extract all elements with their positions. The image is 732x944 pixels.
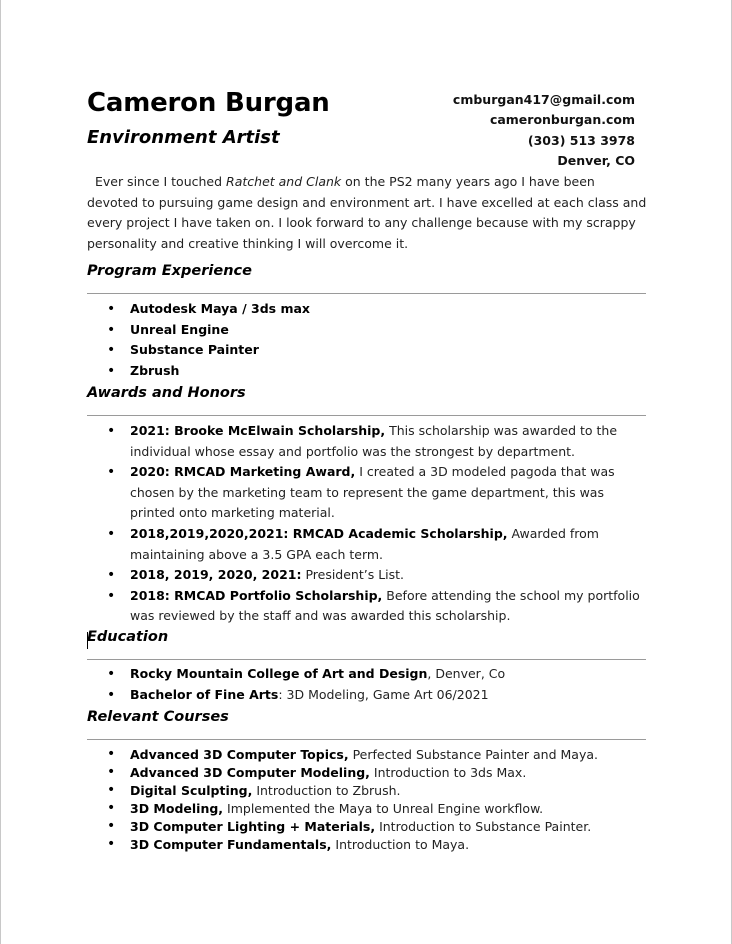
summary-game-title: Ratchet and Clank bbox=[226, 174, 342, 189]
phone: (303) 513 3978 bbox=[527, 132, 635, 148]
section-heading-courses: Relevant Courses bbox=[87, 709, 229, 725]
section-heading-awards: Awards and Honors bbox=[87, 385, 246, 401]
list-item: • 2020: RMCAD Marketing Award, I created a 3D modeled pagoda that was chosen by the marketing team to represent the game department, this was printed onto marketing material. bbox=[87, 462, 650, 524]
section-heading-education: Education bbox=[87, 629, 169, 645]
candidate-name: Cameron Burgan bbox=[87, 88, 330, 118]
list-item: • 2018, 2019, 2020, 2021: President’s List. bbox=[87, 565, 650, 586]
list-item: • 3D Computer Lighting + Materials, Introduction to Substance Painter. bbox=[87, 818, 650, 836]
courses-list bbox=[87, 746, 650, 853]
list-item: • Substance Painter bbox=[87, 340, 650, 361]
job-title: Environment Artist bbox=[87, 127, 280, 148]
summary-paragraph bbox=[87, 172, 647, 254]
list-item: • Autodesk Maya / 3ds max bbox=[87, 299, 650, 320]
list-item: • 3D Modeling, Implemented the Maya to Unreal Engine workflow. bbox=[87, 800, 650, 818]
list-item: • 2021: Brooke McElwain Scholarship, This scholarship was awarded to the individual whose essay and portfolio was the strongest by department. bbox=[87, 421, 650, 462]
section-divider bbox=[87, 739, 646, 740]
list-item: • 3D Computer Fundamentals, Introduction to Maya. bbox=[87, 836, 650, 854]
section-divider bbox=[87, 415, 646, 416]
list-item: • Advanced 3D Computer Topics, Perfected Substance Painter and Maya. bbox=[87, 746, 650, 764]
list-item: • 2018: RMCAD Portfolio Scholarship, Before attending the school my portfolio was reviewed by the staff and was awarded this scholarship. bbox=[87, 586, 650, 627]
program-experience-list bbox=[87, 299, 650, 381]
list-item: • Digital Sculpting, Introduction to Zbrush. bbox=[87, 782, 650, 800]
list-item: • Rocky Mountain College of Art and Design, Denver, Co bbox=[87, 664, 650, 685]
contact-block bbox=[453, 90, 635, 171]
section-divider bbox=[87, 293, 646, 294]
email: cmburgan417@gmail.com bbox=[452, 92, 635, 107]
summary-text-start: Ever since I touched bbox=[94, 174, 227, 189]
summary-text-end: on the PS2 many years ago I have been devoted to pursuing game design and environment art. I have excelled at each class and every project I have taken on. I look forward to any challenge because with my scrappy personality and creative thinking I will overcome it. bbox=[87, 174, 647, 251]
section-divider bbox=[87, 659, 646, 660]
awards-list bbox=[87, 421, 650, 627]
section-heading-program-experience: Program Experience bbox=[87, 263, 252, 279]
list-item: • Advanced 3D Computer Modeling, Introduction to 3ds Max. bbox=[87, 764, 650, 782]
list-item: • 2018,2019,2020,2021: RMCAD Academic Scholarship, Awarded from maintaining above a 3.5 GPA each term. bbox=[87, 524, 650, 565]
list-item: • Zbrush bbox=[87, 361, 650, 382]
list-item: • Bachelor of Fine Arts: 3D Modeling, Game Art 06/2021 bbox=[87, 685, 650, 706]
list-item: • Unreal Engine bbox=[87, 320, 650, 341]
location: Denver, CO bbox=[557, 152, 635, 168]
education-list bbox=[87, 664, 650, 706]
website: cameronburgan.com bbox=[489, 112, 635, 128]
